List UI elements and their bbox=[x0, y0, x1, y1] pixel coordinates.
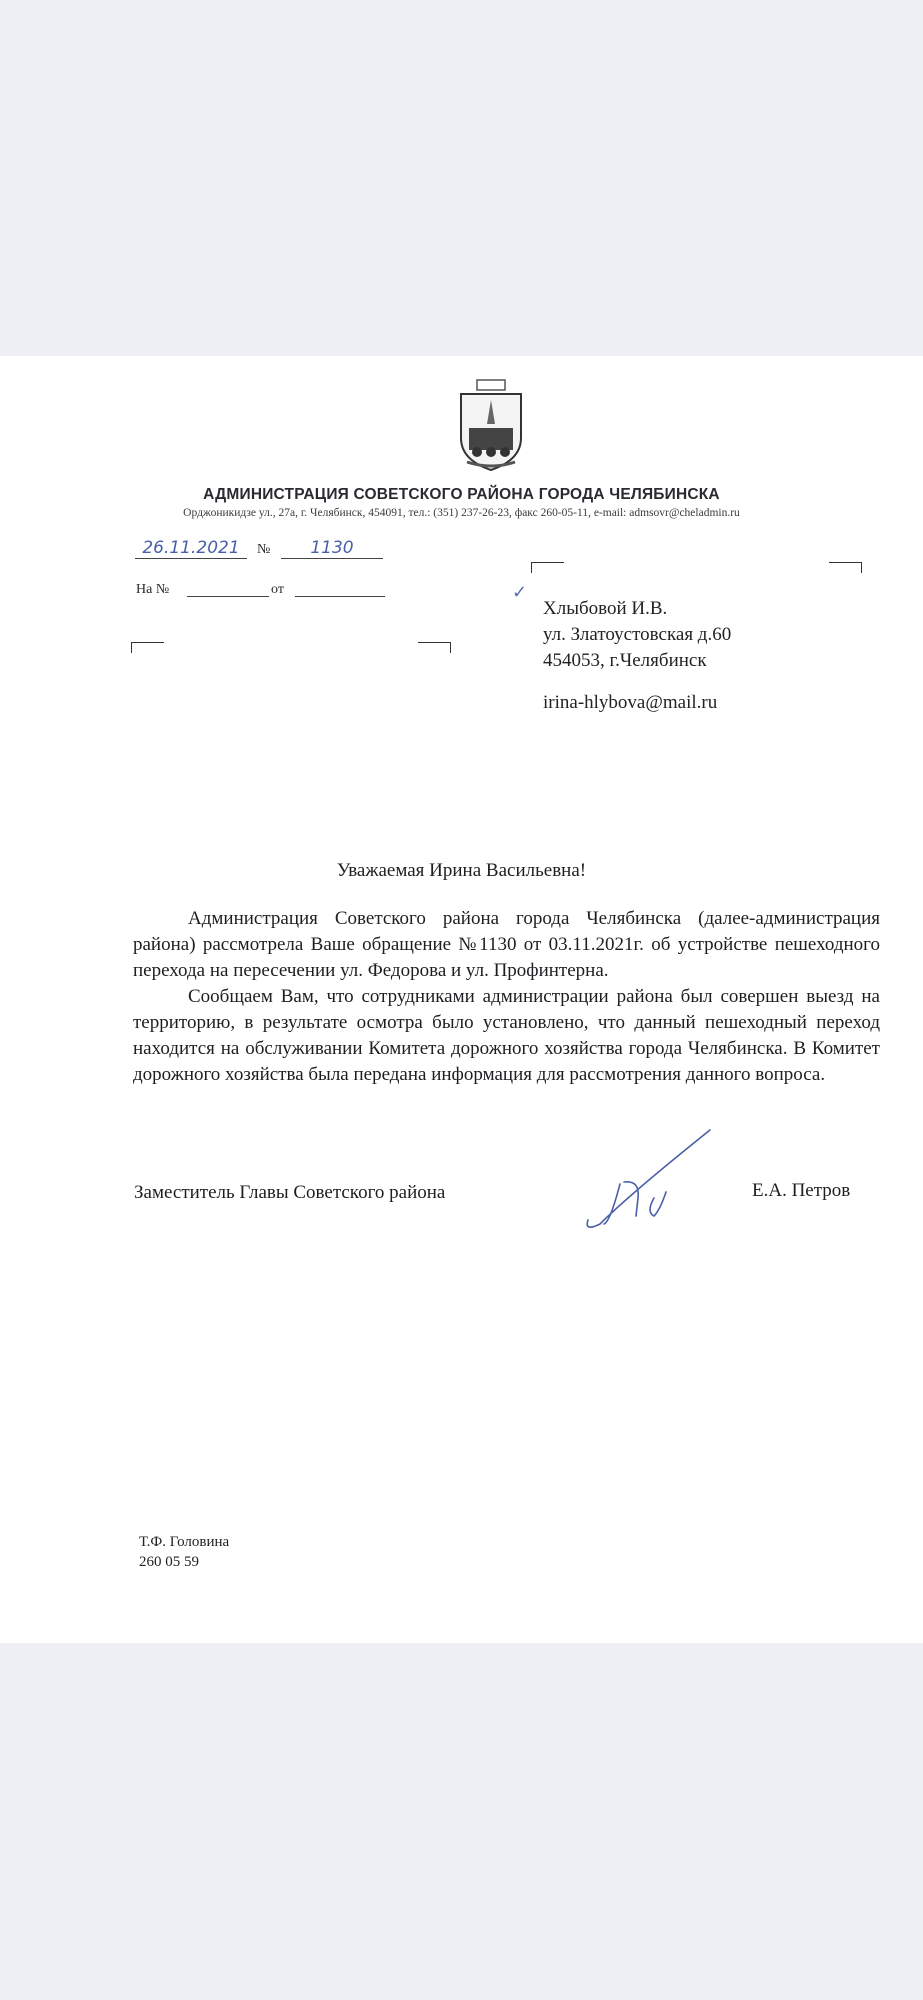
handwritten-signature bbox=[580, 1124, 720, 1234]
city-emblem-icon bbox=[455, 378, 527, 474]
recipient-street: ул. Златоустовская д.60 bbox=[543, 624, 732, 645]
corner-bracket-left bbox=[531, 562, 564, 573]
registration-number: 1130 bbox=[281, 538, 383, 559]
signer-title: Заместитель Главы Советского района bbox=[134, 1182, 446, 1203]
recipient-name: Хлыбовой И.В. bbox=[543, 598, 668, 619]
from-label: от bbox=[271, 582, 284, 597]
checkmark-icon: ✓ bbox=[512, 582, 528, 603]
paragraph: Администрация Советского района города Челябинска (далее-администрация района) рассмотрела Ваше обращение №1130 от 03.11.2021г. об устройстве пешеходного перехода на пересечении ул. Федорова и ул. Профинтерна. bbox=[133, 908, 880, 981]
corner-bracket-right bbox=[418, 642, 451, 653]
registration-date: 26.11.2021 bbox=[135, 538, 247, 559]
corner-bracket-left bbox=[131, 642, 164, 653]
organization-address: Орджоникидзе ул., 27а, г. Челябинск, 454091, тел.: (351) 237-26-23, факс 260-05-11, e-mail: admsovr@cheladmin.ru bbox=[183, 507, 740, 519]
paragraph: Сообщаем Вам, что сотрудниками администрации района был совершен выезд на территорию, в результате осмотра было установлено, что данный пешеходный переход находится на обслуживании Комитета дорожного хозяйства города Челябинска. В Комитет дорожного хозяйства была передана информация для рассмотрения данного вопроса. bbox=[133, 986, 880, 1085]
executor-name: Т.Ф. Головина bbox=[139, 1534, 230, 1550]
recipient-block bbox=[543, 596, 731, 674]
letter-page bbox=[0, 356, 923, 1643]
executor-block bbox=[139, 1532, 229, 1572]
reply-number-blank bbox=[187, 596, 269, 597]
recipient-email: irina-hlybova@mail.ru bbox=[543, 692, 718, 713]
organization-name: АДМИНИСТРАЦИЯ СОВЕТСКОГО РАЙОНА ГОРОДА ЧЕЛЯБИНСКА bbox=[203, 486, 720, 503]
number-sign: № bbox=[257, 542, 271, 557]
recipient-city: 454053, г.Челябинск bbox=[543, 650, 707, 671]
signer-name: Е.А. Петров bbox=[752, 1180, 851, 1201]
greeting: Уважаемая Ирина Васильевна! bbox=[336, 860, 587, 881]
reply-date-blank bbox=[295, 596, 385, 597]
executor-phone: 260 05 59 bbox=[139, 1554, 199, 1570]
corner-bracket-right bbox=[829, 562, 862, 573]
letter-body bbox=[133, 906, 880, 1088]
reply-to-label: На № bbox=[136, 582, 170, 597]
